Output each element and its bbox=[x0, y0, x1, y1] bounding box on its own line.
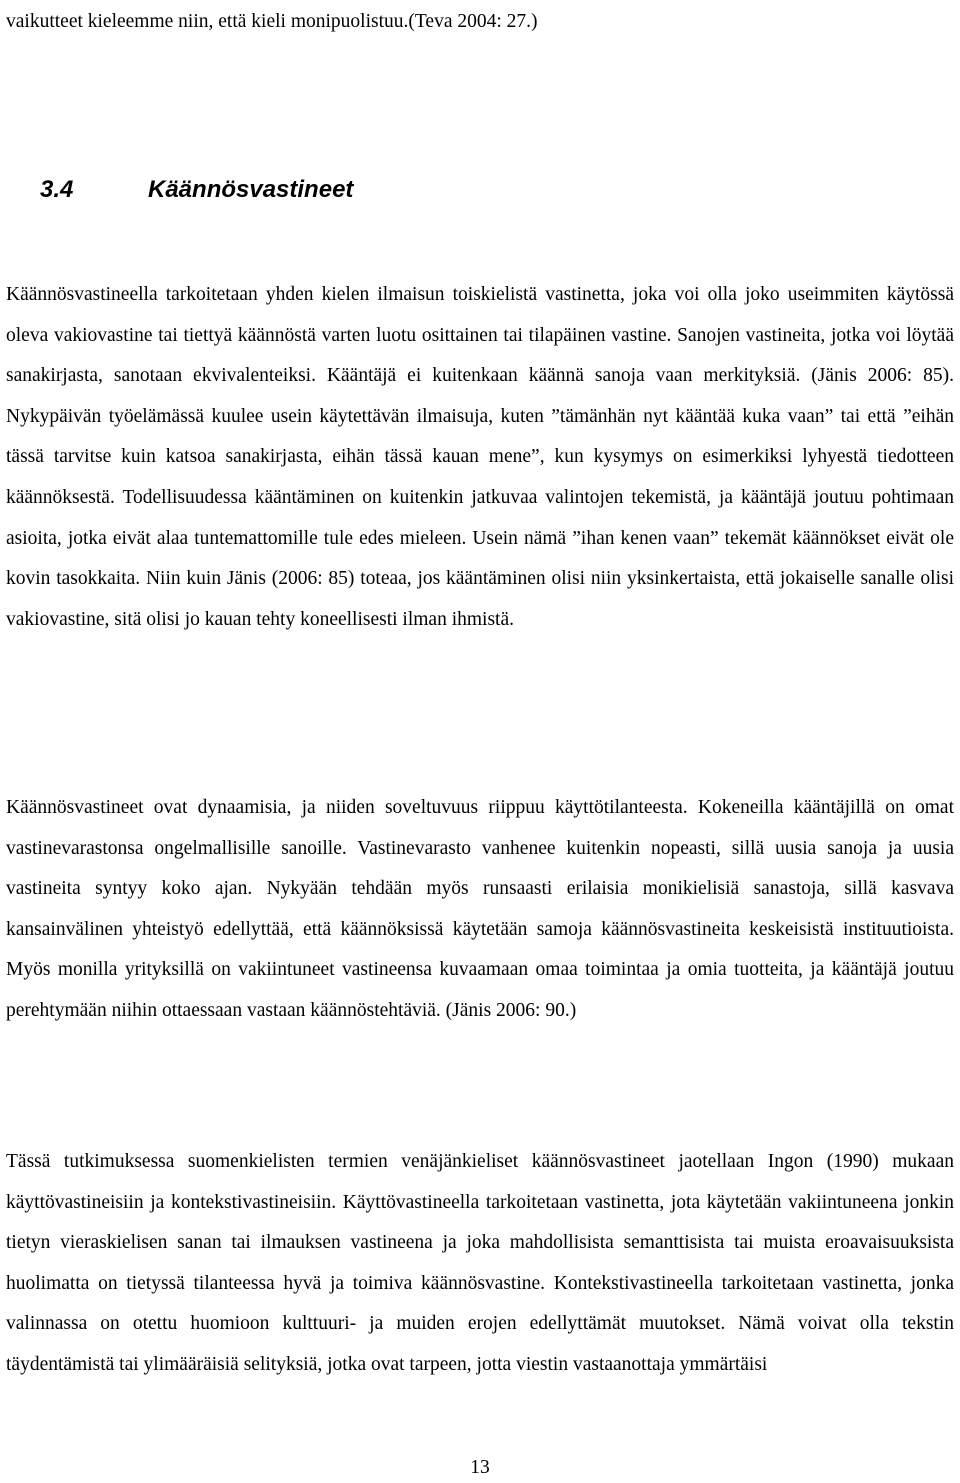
section-heading bbox=[40, 176, 353, 204]
section-title: Käännösvastineet bbox=[148, 176, 354, 203]
paragraph-3: Tässä tutkimuksessa suomenkielisten termien venäjänkieliset käännösvastineet jaotellaan Ingon (1990) mukaan käyttövastineisiin ja kontekstivastineisiin. Käyttövastineella tarkoitetaan vastinetta, jota käytetään vakiintuneena jonkin tietyn vieraskielisen sanan tai ilmauksen vastineena ja joka mahdollisista semanttisista tai muista eroavaisuuksista huolimatta on tietyssä tilanteessa hyvä ja toimiva käännösvastine. Kontekstivastineella tarkoitetaan vastinetta, jonka valinnassa on otettu huomioon kulttuuri- ja muiden erojen edellyttämät muutokset. Nämä voivat olla tekstin täydentämistä tai ylimääräisiä selityksiä, jotka ovat tarpeen, jotta viestin vastaanottaja ymmärtäisi bbox=[6, 1151, 954, 1375]
section-number: 3.4 bbox=[40, 176, 74, 203]
paragraph-2: Käännösvastineet ovat dynaamisia, ja niiden soveltuvuus riippuu käyttötilanteesta. Kokeneilla kääntäjillä on omat vastinevarastonsa ongelmallisille sanoille. Vastinevarasto vanhenee kuitenkin nopeasti, sillä uusia sanoja ja uusia vastineita syntyy koko ajan. Nykyään tehdään myös runsaasti erilaisia monikielisiä sanastoja, sillä kasvava kansainvälinen yhteistyö edellyttää, että käännöksissä käytetään samoja käännösvastineita keskeisistä instituutioista. Myös monilla yrityksillä on vakiintuneet vastineensa kuvaamaan omaa toimintaa ja omia tuotteita, ja kääntäjä joutuu perehtymään niihin ottaessaan vastaan käännöstehtäviä. (Jänis 2006: 90.) bbox=[6, 797, 954, 1021]
paragraph-1: Käännösvastineella tarkoitetaan yhden kielen ilmaisun toiskielistä vastinetta, joka voi olla joko useimmiten käytössä oleva vakiovastine tai tiettyä käännöstä varten luotu osittainen tai tilapäinen vastine. Sanojen vastineita, jotka voi löytää sanakirjasta, sanotaan ekvivalenteiksi. Kääntäjä ei kuitenkaan käännä sanoja vaan merkityksiä. (Jänis 2006: 85). Nykypäivän työelämässä kuulee usein käytettävän ilmaisuja, kuten ”tämänhän nyt kääntää kuka vaan” tai että ”eihän tässä tarvitse kuin katsoa sanakirjasta, eihän tässä kauan mene”, kun kysymys on esimerkiksi lyhyestä tiedotteen käännöksestä. Todellisuudessa kääntäminen on kuitenkin jatkuvaa valintojen tekemistä, ja kääntäjä joutuu pohtimaan asioita, jotka eivät alaa tuntemattomille tule edes mieleen. Usein nämä ”ihan kenen vaan” tekemät käännökset eivät ole kovin tasokkaita. Niin kuin Jänis (2006: 85) toteaa, jos kääntäminen olisi niin yksinkertaista, että jokaiselle sanalle olisi vakiovastine, sitä olisi jo kauan tehty koneellisesti ilman ihmistä. bbox=[6, 284, 954, 630]
page-number: 13 bbox=[470, 1457, 490, 1478]
intro-line: vaikutteet kieleemme niin, että kieli monipuolistuu.(Teva 2004: 27.) bbox=[6, 11, 538, 32]
